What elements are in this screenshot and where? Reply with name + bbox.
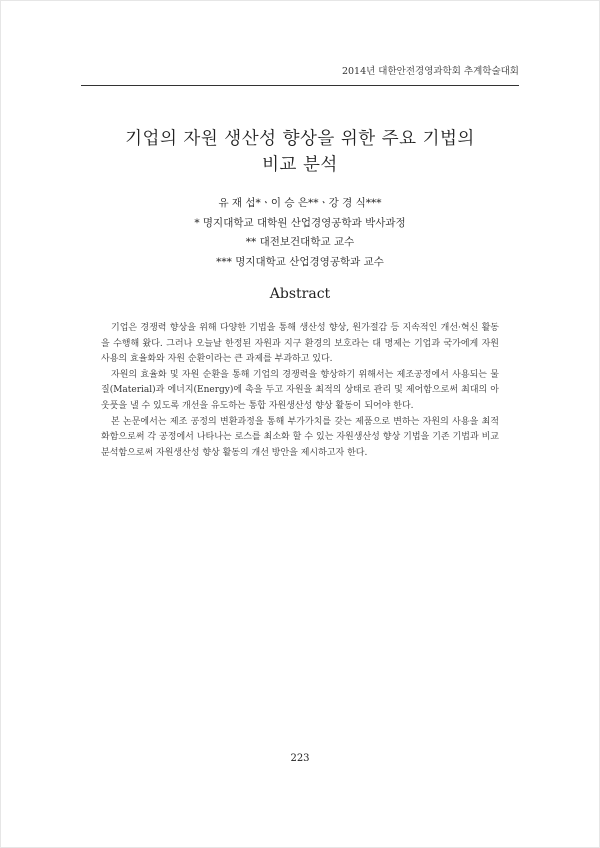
paper-title — [61, 126, 539, 178]
page-number: 223 — [290, 753, 310, 764]
affiliation-3: *** 명지대학교 산업경영공학과 교수 — [216, 255, 384, 268]
abstract-paragraph-2: 자원의 효율화 및 자원 순환을 통해 기업의 경쟁력을 향상하기 위해서는 제조공정에서 사용되는 물질(Material)과 에너지(Energy)에 촉을 두고 자원을 최적의 상태로 관리 및 제어함으로써 최대의 아웃풋을 낼 수 있도록 개선을 유도하는 통합 자원생산성 향상 활동이 되어야 한다. — [101, 369, 499, 411]
abstract-paragraph-1: 기업은 경쟁력 향상을 위해 다양한 기법을 통해 생산성 향상, 원가절감 등 지속적인 개선·혁신 활동을 수행해 왔다. 그러나 오늘날 한정된 자원과 지구 환경의 보호라는 대 명제는 기업과 국가에게 자원 사용의 효율화와 자원 순환이라는 큰 과제를 부과하고 있다. — [101, 323, 499, 365]
affiliation-1: * 명지대학교 대학원 산업경영공학과 박사과정 — [194, 216, 406, 229]
author-block — [61, 194, 539, 272]
affiliation-2: ** 대전보건대학교 교수 — [245, 236, 355, 248]
paper-title-line-1: 기업의 자원 생산성 향상을 위한 주요 기법의 — [125, 129, 475, 149]
abstract-body — [101, 321, 499, 461]
abstract-heading: Abstract — [269, 286, 331, 302]
running-header-text: 2014년 대한안전경영과학회 추계학술대회 — [341, 66, 519, 77]
author-names: 유 재 섭*ㆍ이 승 은**ㆍ강 경 식*** — [218, 197, 382, 209]
running-header — [81, 65, 519, 86]
paper-title-line-2: 비교 분석 — [262, 155, 338, 175]
abstract-paragraph-3: 본 논문에서는 제조 공정의 변환과정을 통해 부가가치를 갖는 제품으로 변하는 자원의 사용을 최적화함으로써 각 공정에서 나타나는 로스를 최소화 할 수 있는 자원생산성 향상 기법을 기존 기법과 비교 분석함으로써 자원생산성 향상 활동의 개선 방안을 제시하고자 한다. — [101, 416, 499, 458]
